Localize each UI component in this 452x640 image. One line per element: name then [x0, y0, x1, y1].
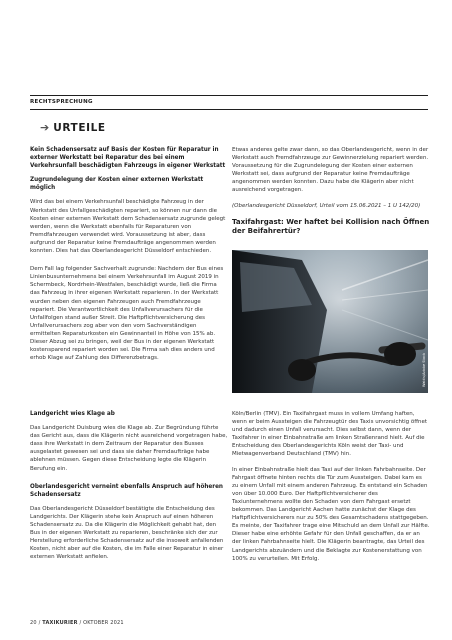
- right-column-bottom: [232, 410, 430, 570]
- issue-date: OKTOBER 2021: [83, 620, 124, 626]
- top-rule: [30, 95, 428, 96]
- page-title: URTEILE: [53, 121, 106, 134]
- article-paragraph: Wird das bei einem Verkehrsunfall beschädigte Fahrzeug in der Werkstatt des Unfallgeschädigten repariert, so können nur dann die Kosten einer externen Werkstatt dem Schadensersatz zugrunde gelegt werden, wenn die Werkstatt ebenfalls für Reparaturen von Fremdfahrzeugen verwendet wird. Voraussetzung ist aber, dass aufgrund der Reparatur keine Fremdaufträge angenommen werden konnten. Dies hat das Oberlandesgericht Düsseldorf entschieden.: [30, 199, 226, 255]
- page-footer: 20 / TAXIKURIER / OKTOBER 2021: [30, 620, 124, 626]
- article-lead: Kein Schadensersatz auf Basis der Kosten für Reparatur in externer Werkstatt bei Reparatur des bei einem Verkehrsunfall beschädigten Fahrzeugs in eigener Werkstatt: [30, 147, 226, 170]
- article-paragraph: Köln/Berlin (TMV). Ein Taxifahrgast muss in vollem Umfang haften, wenn er beim Aussteigen die Fahrzeugtür des Taxis unvorsichtig öffnet und dadurch einen Unfall verursacht. Dies selbst dann, wenn der Taxifahrer in einer Einbahnstraße am linken Straßenrand hielt. Auf die Entscheidung des Oberlandesgerichts Köln weist der Taxi- und Mietwagenverband Deutschland (TMV) hin.: [232, 411, 428, 458]
- article-paragraph: Das Oberlandesgericht Düsseldorf bestätigte die Entscheidung des Landgerichts. Der Klägerin stehe kein Anspruch auf einen höheren Schadensersatz zu. Da die Klägerin die Möglichkeit gehabt hat, den Bus in der eigenen Werkstatt zu reparieren, beschränke sich der zur Herstellung erforderliche Schadensersatz auf die insoweit anfallenden Kosten, nicht aber auf die Kosten, die im Falle einer Reparatur in einer externen Werkstatt anfielen.: [30, 505, 224, 561]
- arrow-right-icon: ➔: [40, 121, 50, 134]
- article-paragraph: Etwas anderes gelte zwar dann, so das Oberlandesgericht, wenn in der Werkstatt auch Fremdfahrzeuge zur Gewinnerzielung repariert werden. Voraussetzung für die Zugrundelegung der Kosten einer externen Werkstatt sei, dass aufgrund der Reparatur keine Fremdaufträge angenommen werden konnten. Dazu habe die Klägerin aber nicht ausreichend vorgetragen.: [232, 147, 429, 194]
- section-label: RECHTSPRECHUNG: [30, 99, 93, 105]
- article-paragraph: Das Landgericht Duisburg wies die Klage ab. Zur Begründung führte das Gericht aus, dass die Klägerin nicht ausreichend vorgetragen habe, dass ihre Werkstatt in dem Zeitraum der Reparatur des Busses ausgelastet gewesen sei und dass sie daher Fremdaufträge habe ablehnen müssen. Gegen diese Entscheidung legte die Klägerin Berufung ein.: [30, 425, 228, 472]
- right-column-top: [232, 146, 430, 242]
- left-column-bottom: [30, 410, 228, 569]
- page-number: 20: [30, 620, 37, 626]
- article-subhead: Landgericht wies Klage ab: [30, 411, 115, 417]
- page-title-row: [40, 121, 106, 134]
- article-paragraph: Dem Fall lag folgender Sachverhalt zugrunde: Nachdem der Bus eines Linienbusunternehmens bei einem Verkehrsunfall im August 2019 in Schermbeck, Nordrhein-Westfalen, beschädigt wurde, ließ die Firma das Fahrzeug in ihrer eigenen Werkstatt reparieren. In der Werkstatt wurden neben den eigenen Fahrzeugen auch Fremdfahrzeuge repariert. Die Verantwortlichkeit des Unfallverursachers für die Unfallfolgen stand außer Streit. Die Haftpflichtversicherung des Unfallverursachers zog aber von den vom Sachverständigen ermittelten Reparaturkosten ein Gewinnanteil in Höhe von 15% ab. Dieser Abzug sei zu bringen, weil der Bus in der eigenen Werkstatt kostensparend repariert worden sei. Die Firma sah dies anders und erhob Klage auf Zahlung des Differenzbetrags.: [30, 266, 224, 362]
- photo-credit: Wattis/Adobe Stock: [422, 353, 426, 387]
- section-rule: [30, 109, 428, 110]
- court-citation: (Oberlandesgericht Düsseldorf, Urteil vom 15.06.2021 – 1 U 142/20): [232, 202, 421, 209]
- publication-name: TAXIKURIER: [42, 620, 78, 626]
- article-heading: Taxifahrgast: Wer haftet bei Kollision nach Öffnen der Beifahrertür?: [232, 217, 430, 235]
- article-subhead: Oberlandesgericht verneint ebenfalls Anspruch auf höheren Schadensersatz: [30, 483, 223, 498]
- left-column-top: [30, 146, 228, 369]
- article-paragraph: In einer Einbahnstraße hielt das Taxi auf der linken Fahrbahnseite. Der Fahrgast öffnete hinten rechts die Tür zum Aussteigen. Dabei kam es zu einem Unfall mit einem anderen Fahrzeug. Es entstand ein Schaden von über 10.000 Euro. Der Haftpflichtversicherer des Taxiunternehmens wollte den Schaden von dem Fahrgast ersetzt bekommen. Das Landgericht Aachen hatte zunächst der Klage des Haftpflichtversicherers nur zu 50% des Gesamtschadens stattgegeben. Es meinte, der Taxifahrer trage eine Mitschuld an dem Unfall zur Hälfte. Dieser habe eine erhöhte Gefahr für den Unfall geschaffen, da er an der linken Fahrbahnseite hielt. Die Klägerin beantragte, das Urteil des Landgerichts abzuändern und die Beklagte zur Kostenerstattung von 100% zu verurteilen. Mit Erfolg.: [232, 466, 430, 562]
- article-subhead: Zugrundelegung der Kosten einer externen Werkstatt möglich: [30, 177, 204, 192]
- article-photo: [232, 250, 428, 393]
- cyclist-car-door-illustration: [232, 250, 428, 393]
